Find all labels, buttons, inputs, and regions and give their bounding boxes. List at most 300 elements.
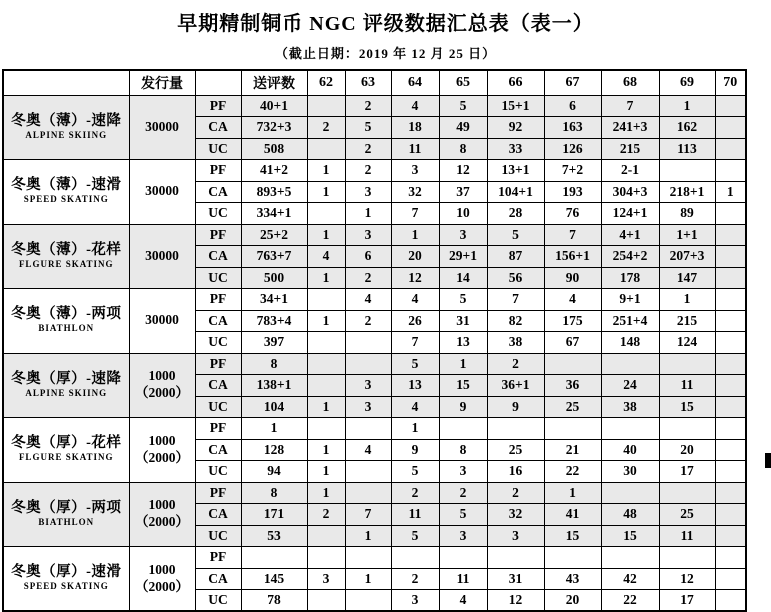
grade-count-cell: [307, 203, 345, 225]
issue-line: 30000: [145, 247, 179, 263]
grade-count-cell: 156+1: [544, 246, 601, 268]
submission-count-cell: 145: [241, 568, 307, 590]
grade-count-cell: 11: [439, 568, 487, 590]
grade-count-cell: 12: [487, 590, 544, 612]
grade-count-cell: 4: [391, 396, 439, 418]
col-header-62: 62: [307, 70, 345, 95]
grade-count-cell: 2: [345, 310, 391, 332]
group-name-en: FLGURE SKATING: [18, 258, 114, 269]
grade-label-cell: CA: [195, 181, 241, 203]
grade-count-cell: 15+1: [487, 95, 544, 117]
grade-count-cell: 251+4: [601, 310, 659, 332]
grade-count-cell: [659, 418, 715, 440]
grade-count-cell: [307, 547, 345, 569]
grade-count-cell: 4: [345, 439, 391, 461]
grade-count-cell: 29+1: [439, 246, 487, 268]
grade-label-cell: UC: [195, 590, 241, 612]
grade-count-cell: 1: [391, 418, 439, 440]
grade-count-cell: 36: [544, 375, 601, 397]
grade-count-cell: [715, 375, 746, 397]
grade-count-cell: [715, 95, 746, 117]
grade-count-cell: [307, 590, 345, 612]
group-name-cn: 冬奥（厚）-两项: [11, 499, 122, 516]
issue-line: 30000: [145, 118, 179, 134]
group-name-cell: [3, 224, 129, 289]
grade-count-cell: [715, 461, 746, 483]
col-header-68: 68: [601, 70, 659, 95]
grade-count-cell: [715, 160, 746, 182]
grade-count-cell: [487, 547, 544, 569]
grade-count-cell: 2: [345, 95, 391, 117]
grade-count-cell: 89: [659, 203, 715, 225]
submission-count-cell: 8: [241, 353, 307, 375]
table-row: [3, 547, 746, 569]
grade-count-cell: 20: [544, 590, 601, 612]
issue-line: （2000）: [135, 449, 189, 465]
grade-count-cell: 7: [487, 289, 544, 311]
grade-count-cell: [715, 568, 746, 590]
grade-count-cell: 12: [659, 568, 715, 590]
grade-count-cell: [715, 332, 746, 354]
submission-count-cell: 783+4: [241, 310, 307, 332]
group-name-en: SPEED SKATING: [23, 194, 109, 205]
group-name-en: ALPINE SKIING: [25, 129, 108, 140]
grade-count-cell: 1: [307, 160, 345, 182]
grade-count-cell: 32: [487, 504, 544, 526]
grade-label-cell: UC: [195, 267, 241, 289]
grade-count-cell: [345, 353, 391, 375]
grade-count-cell: 178: [601, 267, 659, 289]
grade-count-cell: 193: [544, 181, 601, 203]
grade-count-cell: 162: [659, 117, 715, 139]
grade-count-cell: 304+3: [601, 181, 659, 203]
table-title: 早期精制铜币 NGC 评级数据汇总表（表一）: [177, 13, 594, 35]
grade-count-cell: 11: [391, 138, 439, 160]
grade-count-cell: 2: [487, 482, 544, 504]
grade-count-cell: 15: [601, 525, 659, 547]
grade-count-cell: [715, 482, 746, 504]
col-header-67: 67: [544, 70, 601, 95]
issue-qty-cell: [129, 482, 195, 547]
col-header-blank-2: [195, 70, 241, 95]
grade-count-cell: 67: [544, 332, 601, 354]
grade-count-cell: [345, 418, 391, 440]
grade-count-cell: [715, 547, 746, 569]
grade-count-cell: 1: [307, 396, 345, 418]
grade-count-cell: 3: [391, 160, 439, 182]
grade-count-cell: 43: [544, 568, 601, 590]
submission-count-cell: 508: [241, 138, 307, 160]
grade-count-cell: [715, 504, 746, 526]
grade-count-cell: 9+1: [601, 289, 659, 311]
grade-count-cell: 5: [391, 353, 439, 375]
group-name-en: BIATHLON: [38, 516, 95, 527]
issue-line: 1000: [148, 561, 176, 577]
table-row: [3, 418, 746, 440]
grade-count-cell: 104+1: [487, 181, 544, 203]
grade-count-cell: 9: [391, 439, 439, 461]
grade-count-cell: [715, 396, 746, 418]
grade-count-cell: 22: [601, 590, 659, 612]
group-name-cell: [3, 353, 129, 418]
grade-count-cell: 5: [391, 461, 439, 483]
table-row: [3, 224, 746, 246]
grade-count-cell: [439, 418, 487, 440]
grade-count-cell: 42: [601, 568, 659, 590]
issue-qty-cell: [129, 418, 195, 483]
group-name-cell: [3, 95, 129, 160]
group-name-cn: 冬奥（薄）-两项: [11, 306, 122, 323]
grade-count-cell: 48: [601, 504, 659, 526]
group-name-cell: [3, 160, 129, 225]
grade-count-cell: 8: [439, 439, 487, 461]
issue-line: 1000: [148, 368, 176, 384]
issue-line: （2000）: [135, 578, 189, 594]
grade-count-cell: 2: [307, 504, 345, 526]
grade-count-cell: [715, 590, 746, 612]
col-header-发行量: 发行量: [129, 70, 195, 95]
grade-count-cell: 15: [659, 396, 715, 418]
grade-count-cell: 1: [307, 267, 345, 289]
grade-count-cell: 13: [391, 375, 439, 397]
col-header-70: 70: [715, 70, 746, 95]
group-name-en: BIATHLON: [38, 323, 95, 334]
col-header-blank-0: [3, 70, 129, 95]
submission-count-cell: 732+3: [241, 117, 307, 139]
grade-count-cell: [715, 138, 746, 160]
issue-qty-cell: [129, 289, 195, 354]
grade-count-cell: [715, 224, 746, 246]
grade-count-cell: 5: [487, 224, 544, 246]
group-name-cn: 冬奥（厚）-速滑: [11, 564, 122, 581]
grade-count-cell: [544, 353, 601, 375]
grade-count-cell: 3: [439, 525, 487, 547]
grade-label-cell: PF: [195, 289, 241, 311]
grade-count-cell: [715, 117, 746, 139]
grade-count-cell: [544, 418, 601, 440]
grade-count-cell: 15: [544, 525, 601, 547]
submission-count-cell: 25+2: [241, 224, 307, 246]
grade-count-cell: 56: [487, 267, 544, 289]
grade-count-cell: 215: [601, 138, 659, 160]
grade-count-cell: 113: [659, 138, 715, 160]
grade-count-cell: 1: [345, 568, 391, 590]
grade-count-cell: 3: [439, 224, 487, 246]
grade-count-cell: [307, 353, 345, 375]
grade-count-cell: 1: [659, 95, 715, 117]
grade-count-cell: 6: [544, 95, 601, 117]
grade-count-cell: 147: [659, 267, 715, 289]
issue-line: 1000: [148, 497, 176, 513]
grade-count-cell: 14: [439, 267, 487, 289]
grade-count-cell: [715, 353, 746, 375]
grade-count-cell: 25: [659, 504, 715, 526]
grade-count-cell: [659, 547, 715, 569]
group-name-cell: [3, 547, 129, 612]
grade-count-cell: [307, 525, 345, 547]
grade-count-cell: [345, 461, 391, 483]
grade-count-cell: 2: [439, 482, 487, 504]
grade-count-cell: 2: [487, 353, 544, 375]
grade-label-cell: PF: [195, 95, 241, 117]
grade-count-cell: [715, 203, 746, 225]
grade-count-cell: [307, 332, 345, 354]
grade-count-cell: 7: [601, 95, 659, 117]
grade-count-cell: [715, 310, 746, 332]
group-name-cn: 冬奥（薄）-速降: [11, 112, 122, 129]
group-name-en: FLGURE SKATING: [18, 452, 114, 463]
grade-label-cell: CA: [195, 504, 241, 526]
grade-count-cell: 3: [345, 181, 391, 203]
grade-count-cell: 31: [487, 568, 544, 590]
submission-count-cell: 171: [241, 504, 307, 526]
table-row: [3, 95, 746, 117]
grade-count-cell: 82: [487, 310, 544, 332]
issue-line: 30000: [145, 312, 179, 328]
submission-count-cell: 763+7: [241, 246, 307, 268]
table-head: [3, 70, 746, 95]
submission-count-cell: 1: [241, 418, 307, 440]
grade-count-cell: 9: [439, 396, 487, 418]
grade-count-cell: 5: [391, 525, 439, 547]
grade-count-cell: 254+2: [601, 246, 659, 268]
submission-count-cell: 138+1: [241, 375, 307, 397]
grade-count-cell: 24: [601, 375, 659, 397]
grade-count-cell: 28: [487, 203, 544, 225]
grade-label-cell: UC: [195, 461, 241, 483]
grade-count-cell: 33: [487, 138, 544, 160]
grade-count-cell: [715, 289, 746, 311]
grade-count-cell: 241+3: [601, 117, 659, 139]
group-name-en: ALPINE SKIING: [25, 387, 108, 398]
grade-count-cell: 40: [601, 439, 659, 461]
grade-count-cell: 7: [544, 224, 601, 246]
grade-count-cell: [487, 418, 544, 440]
submission-count-cell: 78: [241, 590, 307, 612]
grade-count-cell: 4: [307, 246, 345, 268]
grade-label-cell: PF: [195, 353, 241, 375]
grade-label-cell: PF: [195, 547, 241, 569]
grade-count-cell: 1: [307, 224, 345, 246]
edge-artifact-mark: [765, 453, 771, 468]
submission-count-cell: 41+2: [241, 160, 307, 182]
grade-count-cell: 148: [601, 332, 659, 354]
grade-count-cell: 4: [345, 289, 391, 311]
grade-count-cell: 1: [307, 439, 345, 461]
grade-count-cell: 1: [659, 289, 715, 311]
group-name-cn: 冬奥（厚）-花样: [11, 435, 122, 452]
grade-count-cell: 2-1: [601, 160, 659, 182]
grade-count-cell: [391, 547, 439, 569]
grade-count-cell: 1: [307, 181, 345, 203]
grade-count-cell: [345, 547, 391, 569]
grade-count-cell: [601, 353, 659, 375]
grading-table: [2, 69, 747, 612]
submission-count-cell: 397: [241, 332, 307, 354]
grade-count-cell: 1: [307, 482, 345, 504]
grade-count-cell: [439, 547, 487, 569]
grade-count-cell: 124: [659, 332, 715, 354]
grade-count-cell: 1: [307, 310, 345, 332]
grade-label-cell: PF: [195, 224, 241, 246]
grade-count-cell: 1: [307, 461, 345, 483]
grade-count-cell: 11: [391, 504, 439, 526]
grade-count-cell: 1+1: [659, 224, 715, 246]
grade-count-cell: 175: [544, 310, 601, 332]
grade-count-cell: 2: [345, 138, 391, 160]
grade-count-cell: 215: [659, 310, 715, 332]
table-body: [3, 95, 746, 611]
grade-count-cell: 3: [439, 461, 487, 483]
grade-count-cell: [715, 439, 746, 461]
grade-count-cell: 9: [487, 396, 544, 418]
grade-count-cell: 2: [345, 267, 391, 289]
submission-count-cell: 500: [241, 267, 307, 289]
grade-count-cell: [601, 482, 659, 504]
grade-count-cell: [715, 246, 746, 268]
grade-count-cell: 2: [391, 568, 439, 590]
submission-count-cell: 34+1: [241, 289, 307, 311]
grade-count-cell: 3: [487, 525, 544, 547]
grade-count-cell: 41: [544, 504, 601, 526]
issue-line: 30000: [145, 183, 179, 199]
grade-label-cell: CA: [195, 246, 241, 268]
grade-label-cell: UC: [195, 203, 241, 225]
group-name-cell: [3, 418, 129, 483]
grade-count-cell: [307, 95, 345, 117]
grade-count-cell: 8: [439, 138, 487, 160]
grade-count-cell: 7: [391, 332, 439, 354]
grade-label-cell: CA: [195, 117, 241, 139]
grade-count-cell: 20: [391, 246, 439, 268]
grade-count-cell: 163: [544, 117, 601, 139]
grade-count-cell: 3: [307, 568, 345, 590]
table-subtitle: （截止日期：2019 年 12 月 25 日）: [274, 46, 497, 61]
grade-count-cell: [715, 525, 746, 547]
group-name-cn: 冬奥（薄）-花样: [11, 241, 122, 258]
grade-count-cell: 37: [439, 181, 487, 203]
grade-count-cell: 3: [345, 224, 391, 246]
grade-count-cell: 87: [487, 246, 544, 268]
grade-count-cell: 5: [439, 95, 487, 117]
grade-label-cell: CA: [195, 310, 241, 332]
table-row: [3, 482, 746, 504]
submission-count-cell: 94: [241, 461, 307, 483]
grade-count-cell: 2: [345, 160, 391, 182]
grade-label-cell: UC: [195, 138, 241, 160]
grade-count-cell: [544, 547, 601, 569]
col-header-64: 64: [391, 70, 439, 95]
grade-count-cell: [715, 418, 746, 440]
group-name-cn: 冬奥（厚）-速降: [11, 370, 122, 387]
grade-count-cell: 7: [345, 504, 391, 526]
grade-count-cell: 1: [345, 203, 391, 225]
grade-count-cell: 5: [439, 289, 487, 311]
submission-count-cell: 104: [241, 396, 307, 418]
grade-count-cell: 31: [439, 310, 487, 332]
submission-count-cell: [241, 547, 307, 569]
group-name-cn: 冬奥（薄）-速滑: [11, 177, 122, 194]
grade-count-cell: 7: [391, 203, 439, 225]
grade-label-cell: UC: [195, 525, 241, 547]
grade-count-cell: [601, 418, 659, 440]
group-name-en: SPEED SKATING: [23, 581, 109, 592]
grade-count-cell: 1: [391, 224, 439, 246]
issue-line: 1000: [148, 432, 176, 448]
grade-label-cell: PF: [195, 482, 241, 504]
grade-count-cell: 13+1: [487, 160, 544, 182]
submission-count-cell: 128: [241, 439, 307, 461]
submission-count-cell: 8: [241, 482, 307, 504]
grade-count-cell: 26: [391, 310, 439, 332]
grade-count-cell: 18: [391, 117, 439, 139]
grade-count-cell: [659, 353, 715, 375]
table-row: [3, 353, 746, 375]
grade-count-cell: 25: [544, 396, 601, 418]
col-header-66: 66: [487, 70, 544, 95]
table-row: [3, 289, 746, 311]
grade-count-cell: [345, 332, 391, 354]
issue-qty-cell: [129, 353, 195, 418]
group-name-cell: [3, 289, 129, 354]
grade-count-cell: 76: [544, 203, 601, 225]
grade-count-cell: 38: [487, 332, 544, 354]
submission-count-cell: 40+1: [241, 95, 307, 117]
grade-count-cell: 6: [345, 246, 391, 268]
issue-qty-cell: [129, 160, 195, 225]
issue-qty-cell: [129, 224, 195, 289]
grade-count-cell: 1: [439, 353, 487, 375]
grade-count-cell: 7+2: [544, 160, 601, 182]
grade-count-cell: 90: [544, 267, 601, 289]
grade-count-cell: 20: [659, 439, 715, 461]
issue-qty-cell: [129, 547, 195, 612]
grade-count-cell: 3: [345, 396, 391, 418]
grade-count-cell: 5: [439, 504, 487, 526]
grade-count-cell: 15: [439, 375, 487, 397]
issue-line: （2000）: [135, 385, 189, 401]
grade-count-cell: [715, 267, 746, 289]
grade-count-cell: 36+1: [487, 375, 544, 397]
col-header-63: 63: [345, 70, 391, 95]
grade-count-cell: 5: [345, 117, 391, 139]
group-name-cell: [3, 482, 129, 547]
grade-count-cell: 218+1: [659, 181, 715, 203]
grade-count-cell: 49: [439, 117, 487, 139]
table-row: [3, 160, 746, 182]
submission-count-cell: 893+5: [241, 181, 307, 203]
grade-count-cell: 2: [391, 482, 439, 504]
grade-label-cell: PF: [195, 418, 241, 440]
issue-line: （2000）: [135, 514, 189, 530]
grade-count-cell: 17: [659, 590, 715, 612]
grade-count-cell: [307, 375, 345, 397]
grade-count-cell: 10: [439, 203, 487, 225]
grade-count-cell: 30: [601, 461, 659, 483]
grade-count-cell: 13: [439, 332, 487, 354]
grade-count-cell: 32: [391, 181, 439, 203]
grade-count-cell: [601, 547, 659, 569]
grade-count-cell: 4+1: [601, 224, 659, 246]
grade-count-cell: 124+1: [601, 203, 659, 225]
grade-count-cell: 4: [544, 289, 601, 311]
grade-count-cell: 22: [544, 461, 601, 483]
grade-count-cell: 38: [601, 396, 659, 418]
submission-count-cell: 53: [241, 525, 307, 547]
grade-count-cell: 3: [391, 590, 439, 612]
grade-count-cell: 17: [659, 461, 715, 483]
grade-count-cell: 92: [487, 117, 544, 139]
